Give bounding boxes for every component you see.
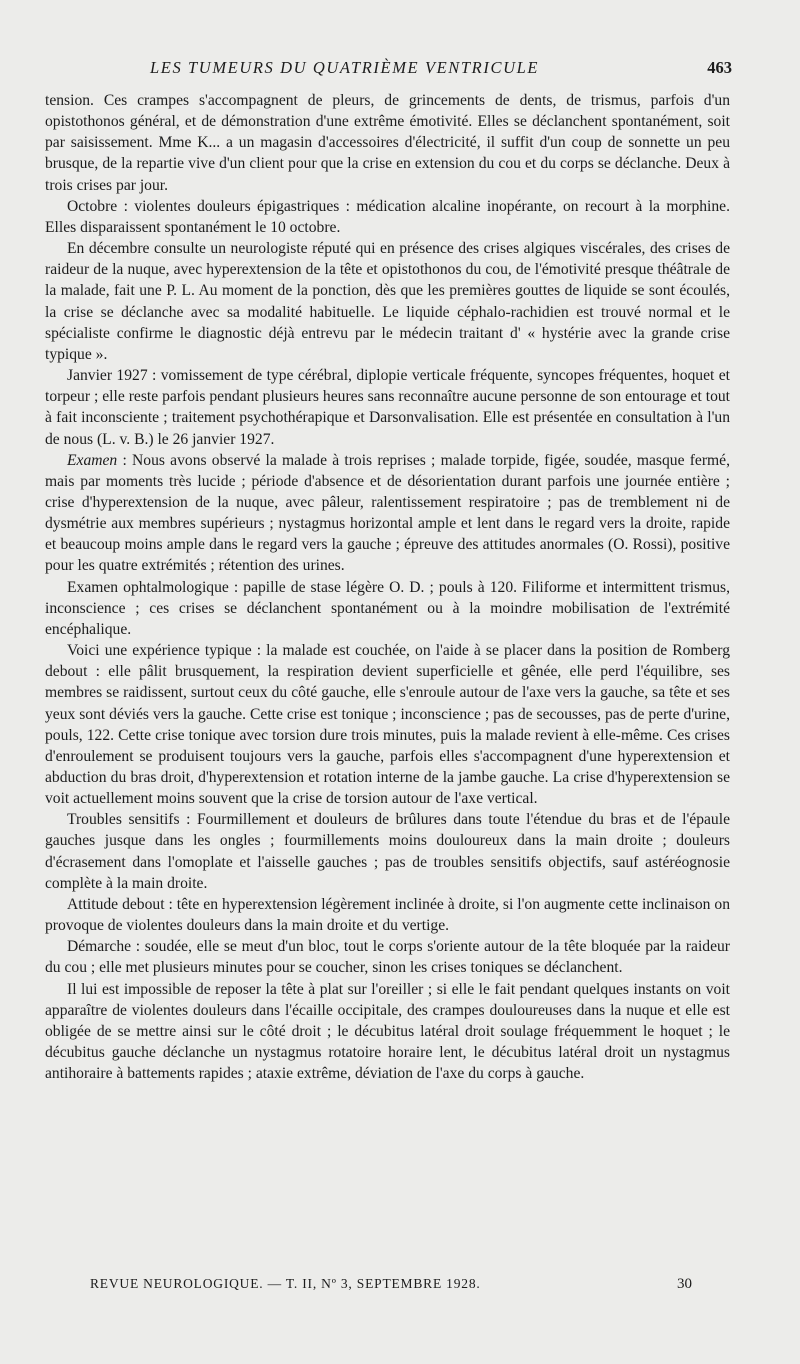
examen-label: Examen xyxy=(67,451,118,469)
examen-separator: : xyxy=(117,451,133,469)
paragraph-3: En décembre consulte un neurologiste réputé qui en présence des crises algiques viscérales, des crises de raideur de la nuque, avec hyperextension de la tête et opistothonos du cou, de l'émotivité presque théâtrale de la malade, fait une P. L. Au moment de la ponction, dès que les premières gouttes de liquide se sont écoulés, la crise se déclanche avec sa modalité habituelle. Le liquide céphalo-rachidien est trouvé normal et le spécialiste confirme le diagnostic déjà entrevu par le médecin traitant d' « hystérie avec la grande crise typique ». xyxy=(45,240,730,363)
page-number: 463 xyxy=(707,58,732,77)
page-footer xyxy=(90,1276,692,1292)
paragraph-6: Examen ophtalmologique : papille de stase légère O. D. ; pouls à 120. Filiforme et intermittent trismus, inconscience ; ces crises se déclanchent spontanément ou à la moindre mobilisation de l'extrémité encéphalique. xyxy=(45,578,730,638)
paragraph-4: Janvier 1927 : vomissement de type cérébral, diplopie verticale fréquente, syncopes fréquentes, hoquet et torpeur ; elle reste parfois pendant plusieurs heures sans reconnaître aucune personne de son entourage et tout à fait inconsciente ; traitement psychothérapique et Darsonvalisation. Elle est présentée en consultation à l'un de nous (L. v. B.) le 26 janvier 1927. xyxy=(45,367,730,448)
paragraph-9: Attitude debout : tête en hyperextension légèrement inclinée à droite, si l'on augmente cette inclinaison on provoque de violentes douleurs dans la main droite et du vertige. xyxy=(45,895,730,935)
paragraph-11: Il lui est impossible de reposer la tête à plat sur l'oreiller ; si elle le fait pendant quelques instants on voit apparaître de violentes douleurs dans l'écaille occipitale, des crampes douloureuses dans la nuque et elle est obligée de se mettre ainsi sur le côté droit ; le décubitus latéral droit soulage fréquemment le hoquet ; le décubitus gauche déclanche un nystagmus rotatoire horaire lent, le décubitus latéral droit un nystagmus antihoraire à battements rapides ; ataxie extrême, déviation de l'axe du corps à gauche. xyxy=(45,980,730,1083)
paragraph-5 xyxy=(45,450,730,577)
journal-citation: REVUE NEUROLOGIQUE. — T. II, Nº 3, SEPTEMBRE 1928. xyxy=(90,1276,481,1291)
running-title: LES TUMEURS DU QUATRIÈME VENTRICULE xyxy=(150,58,540,77)
paragraph-8: Troubles sensitifs : Fourmillement et douleurs de brûlures dans toute l'étendue du bras et de l'épaule gauches jusque dans les ongles ; fourmillements moins douloureux dans la main droite ; douleurs d'écrasement dans l'omoplate et l'aisselle gauches ; pas de troubles sensitifs objectifs, sauf astéréognosie complète à la main droite. xyxy=(45,811,730,892)
paragraph-7: Voici une expérience typique : la malade est couchée, on l'aide à se placer dans la position de Romberg debout : elle pâlit brusquement, la respiration devient superficielle et gênée, elle perd l'équilibre, ses membres se raidissent, surtout ceux du côté gauche, elle s'enroule autour de l'axe vers la gauche, sa tête et ses yeux sont déviés vers la gauche. Cette crise est tonique ; inconscience ; pas de secousses, pas de perte d'urine, pouls, 122. Cette crise tonique avec torsion dure trois minutes, puis la malade revient à elle-même. Ces crises d'enroulement se produisent toujours vers la gauche, parfois elles s'accompagnent d'une hyperextension et abduction du bras droit, d'hyperextension et rotation interne de la jambe gauche. La crise d'hyperextension se voit actuellement moins souvent que la crise de torsion autour de l'axe vertical. xyxy=(45,642,730,808)
paragraph-1: tension. Ces crampes s'accompagnent de pleurs, de grincements de dents, de trismus, parfois d'un opistothonos général, et de démonstration d'une extrême émotivité. Elles se déclanchent spontanément, soit par saisissement. Mme K... a un magasin d'accessoires d'électricité, il suffit d'un coup de sonnette un peu brusque, de la repartie vive d'un client pour que la crise en extension du cou et du corps se déclanche. Deux à trois crises par jour. xyxy=(45,92,730,194)
sheet-number: 30 xyxy=(677,1276,692,1292)
paragraph-2: Octobre : violentes douleurs épigastriques : médication alcaline inopérante, on recourt à la morphine. Elles disparaissent spontanément le 10 octobre. xyxy=(45,197,730,236)
examen-text: Nous avons observé la malade à trois reprises ; malade torpide, figée, soudée, masque fermé, mais par moments très lucide ; période d'absence et de désorientation durant parfois une journée entière ; crise d'hyperextension de la nuque, avec pâleur, ralentissement respiratoire ; pas de tremblement ni de dysmétrie aux membres supérieurs ; nystagmus horizontal ample et lent dans le regard vers la droite, rapide et beaucoup moins ample dans le regard vers la gauche ; épreuve des attitudes anormales (O. Rossi), positive pour les quatre extrémités ; rétention des urines. xyxy=(45,451,730,575)
page-header xyxy=(45,58,732,84)
article-body xyxy=(45,90,730,1084)
paragraph-10: Démarche : soudée, elle se meut d'un bloc, tout le corps s'oriente autour de la tête bloquée par la raideur du cou ; elle met plusieurs minutes pour se coucher, sinon les crises toniques se déclanchent. xyxy=(45,938,730,977)
